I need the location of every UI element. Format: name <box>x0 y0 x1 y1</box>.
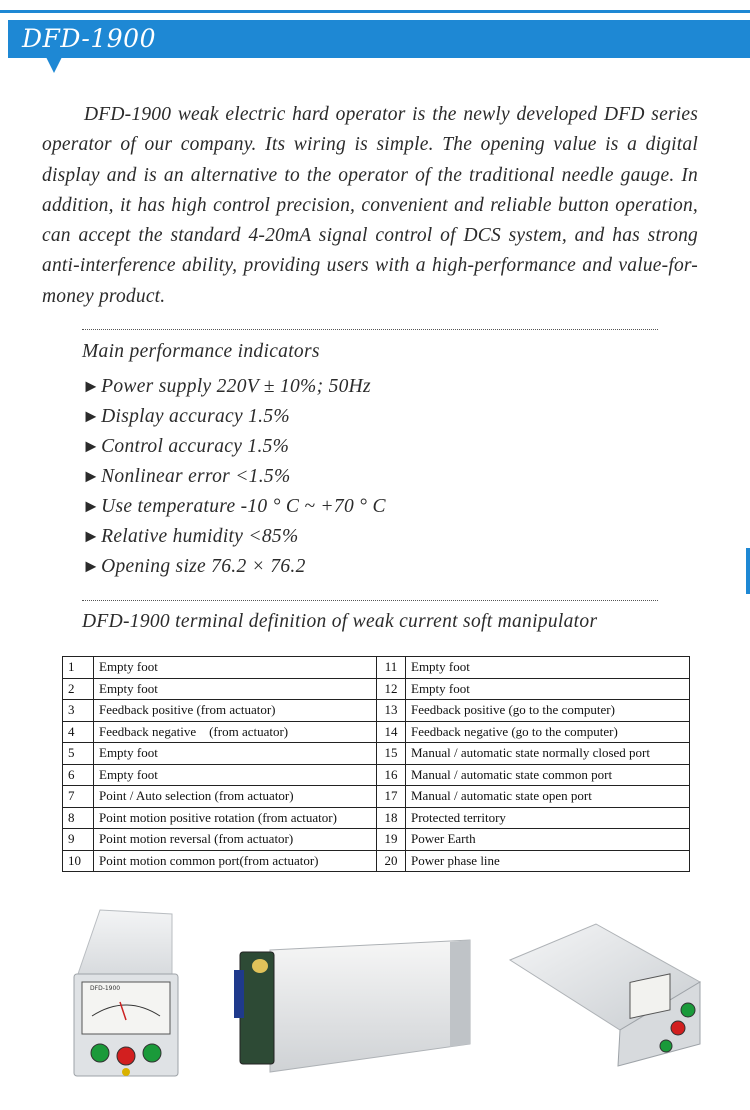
terminal-description: Power Earth <box>406 829 690 851</box>
terminal-number: 2 <box>63 678 94 700</box>
terminal-number: 17 <box>377 786 406 808</box>
terminal-number: 3 <box>63 700 94 722</box>
bullet-arrow-icon: ► <box>82 466 101 486</box>
spec-item: ►Opening size 76.2 × 76.2 <box>82 556 306 577</box>
terminal-number: 9 <box>63 829 94 851</box>
dotted-divider-top <box>82 329 658 330</box>
spec-list <box>82 371 386 581</box>
front-label: DFD-1900 <box>90 985 121 992</box>
table-row <box>63 764 690 786</box>
table-row <box>63 678 690 700</box>
terminal-description: Point motion positive rotation (from actuator) <box>94 807 377 829</box>
terminal-description: Empty foot <box>94 764 377 786</box>
terminal-description: Point / Auto selection (from actuator) <box>94 786 377 808</box>
terminal-number: 12 <box>377 678 406 700</box>
bullet-arrow-icon: ► <box>82 406 101 426</box>
bullet-arrow-icon: ► <box>82 496 101 516</box>
spec-item: ►Control accuracy 1.5% <box>82 436 290 457</box>
header-pointer-triangle <box>46 57 62 73</box>
spec-item: ►Nonlinear error <1.5% <box>82 466 291 487</box>
terminal-description: Feedback negative (go to the computer) <box>406 721 690 743</box>
terminal-number: 19 <box>377 829 406 851</box>
terminal-description: Empty foot <box>406 657 690 679</box>
terminal-description: Feedback negative (from actuator) <box>94 721 377 743</box>
terminal-definition-table <box>62 656 690 872</box>
terminal-description: Point motion reversal (from actuator) <box>94 829 377 851</box>
spec-item: ►Use temperature -10 ° C ~ +70 ° C <box>82 496 386 517</box>
dotted-divider-bottom <box>82 600 658 601</box>
terminal-table-title: DFD-1900 terminal definition of weak current soft manipulator <box>82 611 598 632</box>
table-row <box>63 743 690 765</box>
table-row <box>63 657 690 679</box>
terminal-description: Protected territory <box>406 807 690 829</box>
terminal-number: 14 <box>377 721 406 743</box>
terminal-description: Empty foot <box>406 678 690 700</box>
terminal-description: Point motion common port(from actuator) <box>94 850 377 872</box>
product-photo-front <box>62 908 182 1080</box>
terminal-number: 6 <box>63 764 94 786</box>
terminal-description: Empty foot <box>94 678 377 700</box>
terminal-description: Feedback positive (from actuator) <box>94 700 377 722</box>
bullet-arrow-icon: ► <box>82 376 101 396</box>
header-top-rule <box>0 10 750 13</box>
table-row <box>63 850 690 872</box>
spec-item: ►Relative humidity <85% <box>82 526 299 547</box>
bullet-arrow-icon: ► <box>82 526 101 546</box>
terminal-number: 16 <box>377 764 406 786</box>
terminal-number: 13 <box>377 700 406 722</box>
terminal-number: 4 <box>63 721 94 743</box>
terminal-number: 18 <box>377 807 406 829</box>
terminal-description: Feedback positive (go to the computer) <box>406 700 690 722</box>
terminal-description: Manual / automatic state normally closed port <box>406 743 690 765</box>
product-photo-side <box>230 922 490 1082</box>
terminal-number: 11 <box>377 657 406 679</box>
terminal-description: Empty foot <box>94 657 377 679</box>
page-title: DFD-1900 <box>22 24 156 53</box>
table-row <box>63 829 690 851</box>
spec-item: ►Power supply 220V ± 10%; 50Hz <box>82 376 371 397</box>
terminal-number: 10 <box>63 850 94 872</box>
side-edge-tab <box>746 548 750 594</box>
intro-paragraph: DFD-1900 weak electric hard operator is the newly developed DFD series operator of our company. Its wiring is simple. The opening value is a digital display and is an alternative to the operator of the traditional needle gauge. In addition, it has high control precision, convenient and reliable button operation, can accept the standard 4-20mA signal control of DCS system, and has strong anti-interference ability, providing users with a high-performance and value-for-money product. <box>42 104 698 307</box>
table-row <box>63 721 690 743</box>
product-photo-angled <box>500 922 708 1068</box>
table-row <box>63 807 690 829</box>
spec-heading: Main performance indicators <box>82 341 320 362</box>
terminal-number: 5 <box>63 743 94 765</box>
table-row <box>63 786 690 808</box>
terminal-description: Manual / automatic state common port <box>406 764 690 786</box>
terminal-number: 1 <box>63 657 94 679</box>
terminal-description: Manual / automatic state open port <box>406 786 690 808</box>
terminal-number: 20 <box>377 850 406 872</box>
table-row <box>63 700 690 722</box>
terminal-description: Empty foot <box>94 743 377 765</box>
bullet-arrow-icon: ► <box>82 556 101 576</box>
terminal-number: 7 <box>63 786 94 808</box>
terminal-description: Power phase line <box>406 850 690 872</box>
terminal-number: 15 <box>377 743 406 765</box>
terminal-number: 8 <box>63 807 94 829</box>
bullet-arrow-icon: ► <box>82 436 101 456</box>
spec-item: ►Display accuracy 1.5% <box>82 406 290 427</box>
